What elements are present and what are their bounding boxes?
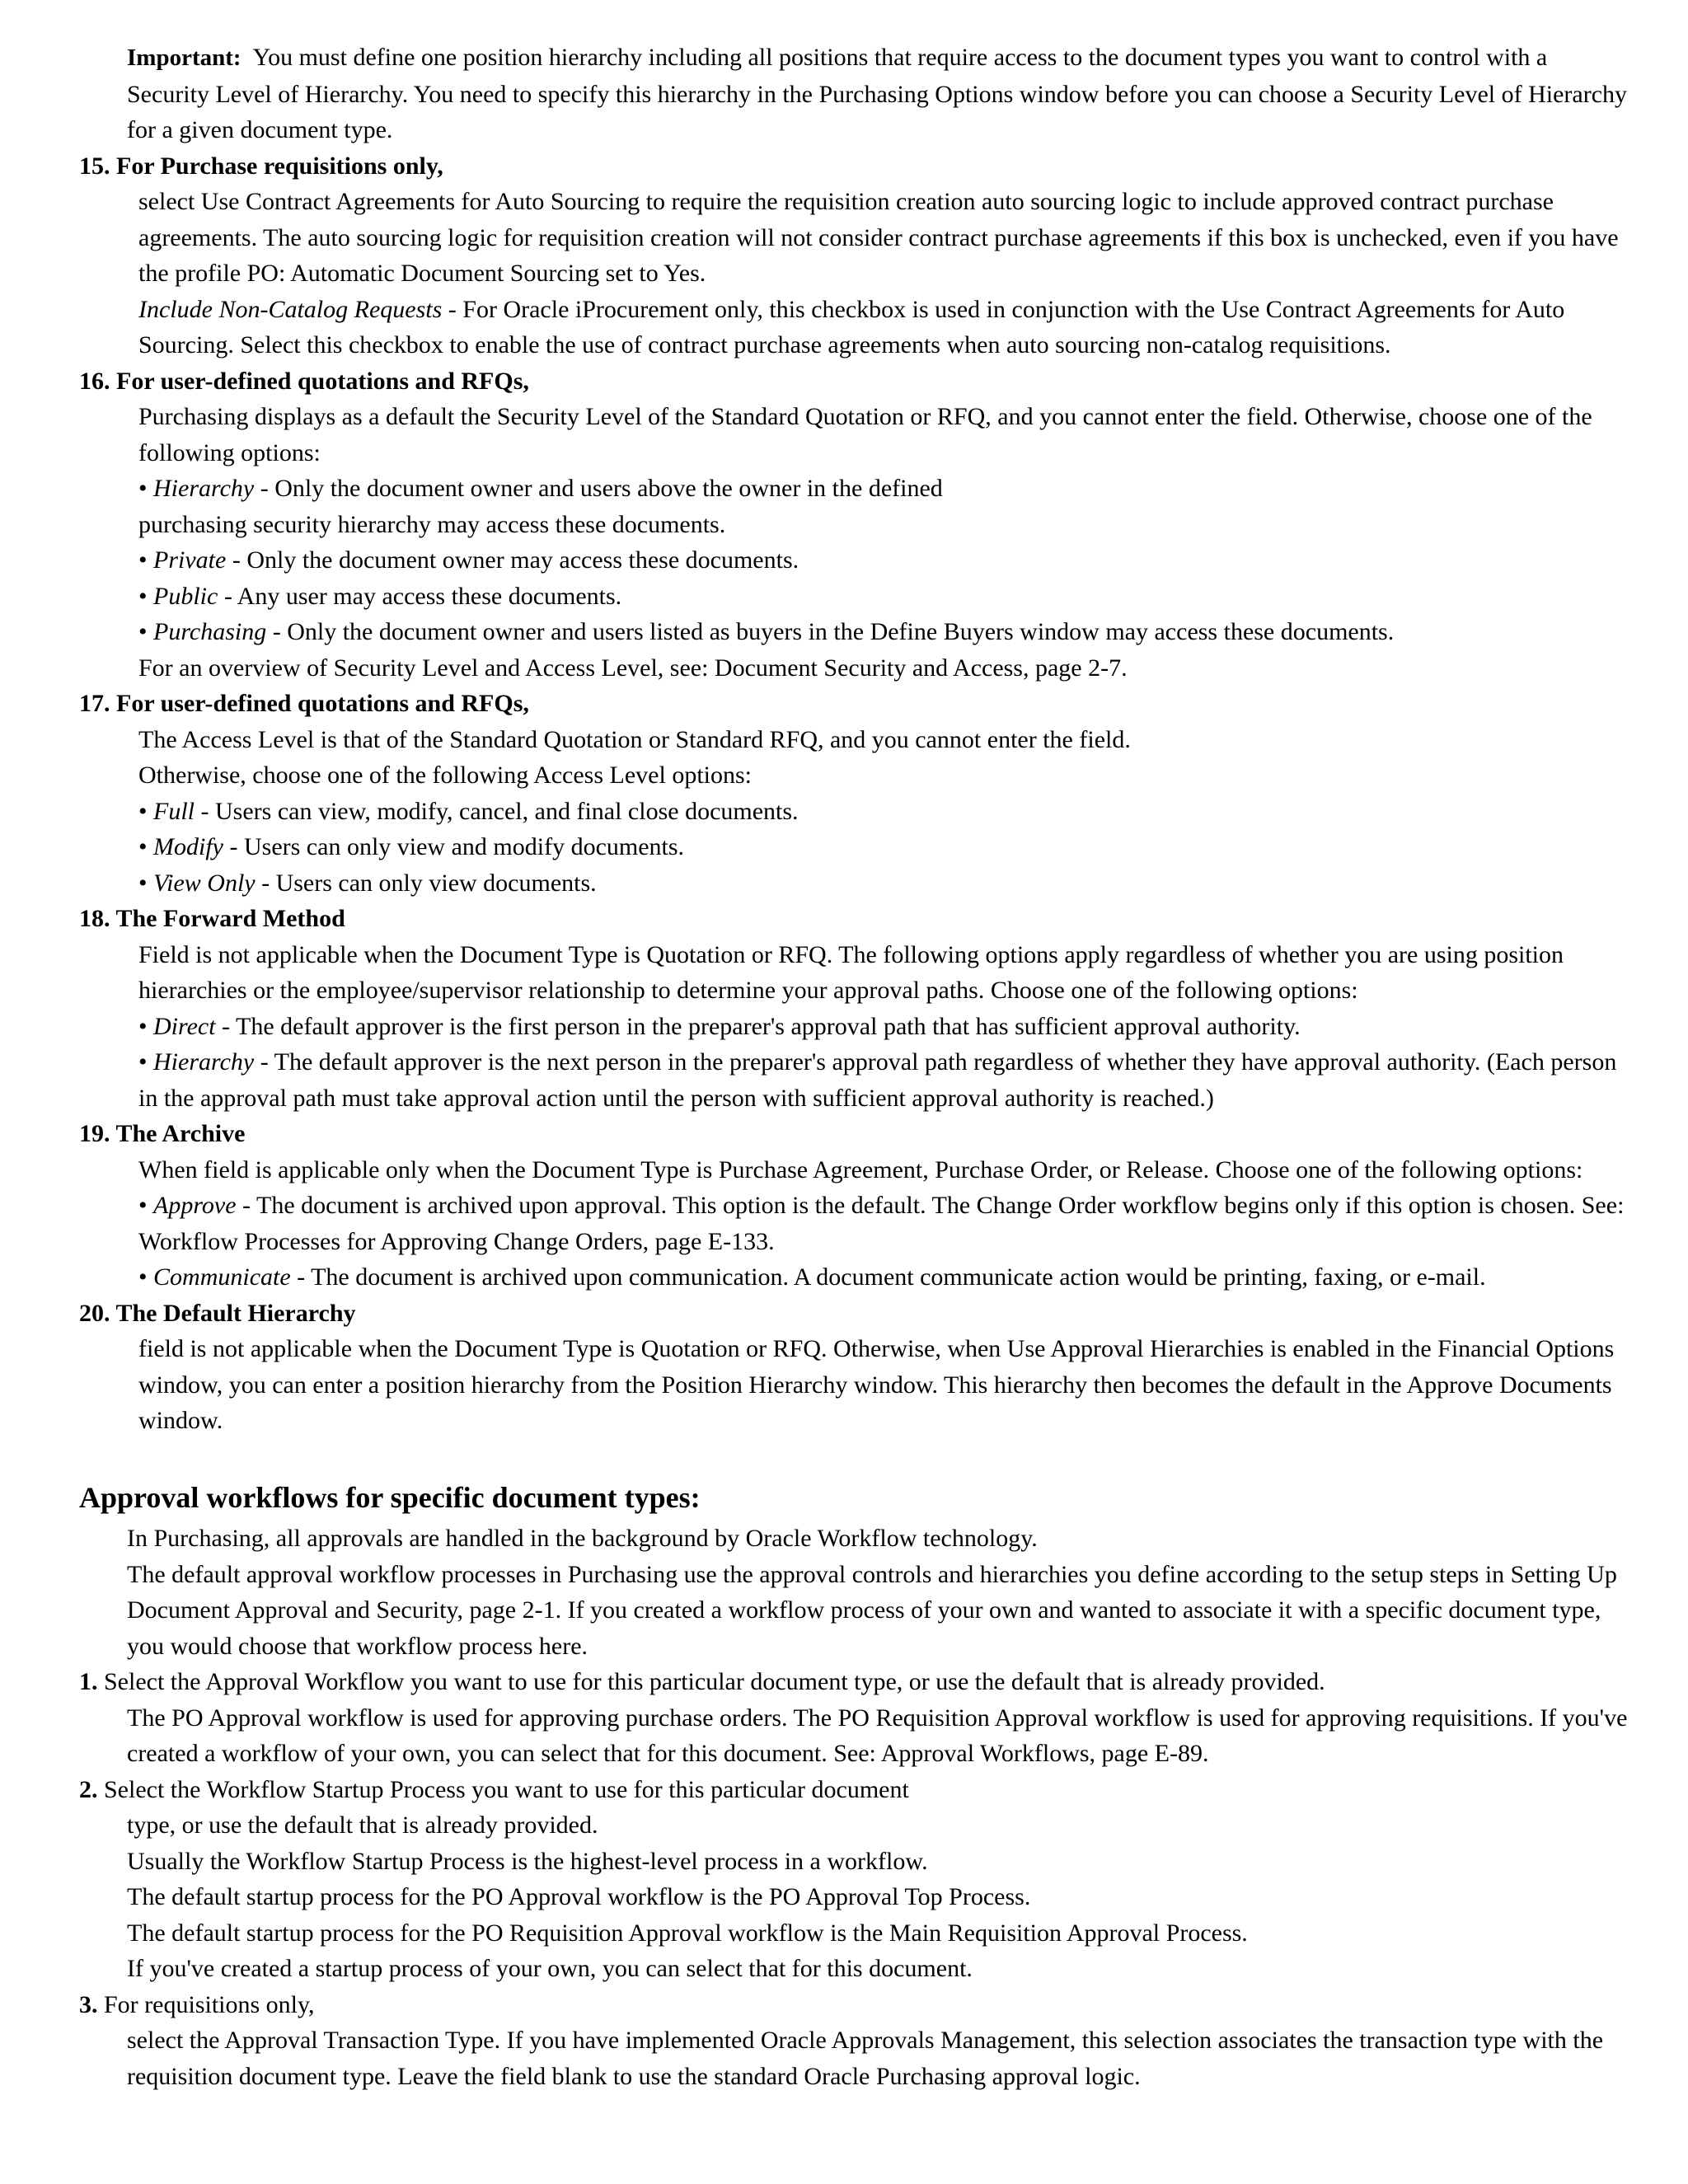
workflow-item-2-paragraph-1: type, or use the default that is already provided. xyxy=(127,1811,598,1839)
step-16-paragraph: Purchasing displays as a default the Security Level of the Standard Quotation or RFQ, and you cannot enter the field. Otherwise, choose one of the following options: xyxy=(138,403,1592,466)
step-17-body xyxy=(79,722,1629,902)
section-paragraph-1: In Purchasing, all approvals are handled in the background by Oracle Workflow technology. xyxy=(127,1525,1038,1552)
section-intro xyxy=(79,1521,1629,1664)
step-17-paragraph-1: The Access Level is that of the Standard Quotation or Standard RFQ, and you cannot enter the field. xyxy=(138,725,1131,753)
step-17-heading: 17. For user-defined quotations and RFQs, xyxy=(79,690,529,717)
step-19-bullet-communicate: • Communicate - The document is archived upon communication. A document communicate action would be printing, faxing, or e-mail. xyxy=(138,1263,1486,1291)
step-16-bullet-hierarchy-cont: purchasing security hierarchy may access these documents. xyxy=(138,510,726,538)
step-19-paragraph: When field is applicable only when the Document Type is Purchase Agreement, Purchase Order, or Release. Choose one of the following options: xyxy=(138,1155,1583,1183)
step-19-body xyxy=(79,1152,1629,1296)
term-include-non-catalog: Include Non-Catalog Requests xyxy=(138,295,443,323)
step-19-heading: 19. The Archive xyxy=(79,1120,246,1147)
step-18-bullet-direct: • Direct - The default approver is the first person in the preparer's approval path that has sufficient approval authority. xyxy=(138,1012,1301,1040)
section-paragraph-2: The default approval workflow processes in Purchasing use the approval controls and hierarchies you define according to the setup steps in Setting Up Document Approval and Security, page 2-1. If you created a workflow process of your own and wanted to associate it with a specific document type, you would choose that workflow process here. xyxy=(127,1560,1617,1660)
workflow-item-2-paragraph-2: Usually the Workflow Startup Process is the highest-level process in a workflow. xyxy=(127,1847,928,1875)
step-16-heading: 16. For user-defined quotations and RFQs, xyxy=(79,367,529,395)
section-title: Approval workflows for specific document types: xyxy=(79,1480,701,1514)
workflow-item-2-paragraph-3: The default startup process for the PO Approval workflow is the PO Approval Top Process. xyxy=(127,1883,1031,1910)
step-18-heading: 18. The Forward Method xyxy=(79,905,345,932)
workflow-item-3-body xyxy=(79,2022,1629,2094)
step-17-bullet-view-only: • View Only - Users can only view documents. xyxy=(138,869,597,897)
important-label: Important: xyxy=(127,45,241,71)
step-15-non-catalog: Include Non-Catalog Requests - For Oracle iProcurement only, this checkbox is used in conjunction with the Use Contract Agreements for Auto Sourcing. Select this checkbox to enable the use of contract purchase agreements when auto sourcing non-catalog requisitions. xyxy=(138,295,1565,359)
workflow-item-2-paragraph-5: If you've created a startup process of your own, you can select that for this document. xyxy=(127,1955,973,1982)
workflow-item-1-paragraph: The PO Approval workflow is used for approving purchase orders. The PO Requisition Approval workflow is used for approving requisitions. If you've created a workflow of your own, you can select that for this document. See: Approval Workflows, page E-89. xyxy=(127,1704,1628,1767)
step-16-body xyxy=(79,399,1629,686)
step-18-bullet-hierarchy: • Hierarchy - The default approver is the next person in the preparer's approval path regardless of whether they have approval authority. (Each person in the approval path must take approval action until the person with sufficient approval authority is reached.) xyxy=(138,1048,1617,1112)
workflow-item-1: 1. Select the Approval Workflow you want to use for this particular document type, or use the default that is already provided. xyxy=(79,1668,1325,1695)
step-20-paragraph: field is not applicable when the Document Type is Quotation or RFQ. Otherwise, when Use Approval Hierarchies is enabled in the Financial Options window, you can enter a position hierarchy from the Position Hierarchy window. This hierarchy then becomes the default in the Approve Documents window. xyxy=(138,1335,1615,1434)
important-text: You must define one position hierarchy including all positions that require access to the document types you want to control with a Security Level of Hierarchy. You need to specify this hierarchy in the Purchasing Options window before you can choose a Security Level of Hierarchy for a given document type. xyxy=(127,44,1628,143)
step-20-heading: 20. The Default Hierarchy xyxy=(79,1299,356,1327)
step-15-heading: 15. For Purchase requisitions only, xyxy=(79,152,443,180)
step-18-paragraph: Field is not applicable when the Document Type is Quotation or RFQ. The following options apply regardless of whether you are using position hierarchies or the employee/supervisor relationship to determine your approval paths. Choose one of the following options: xyxy=(138,940,1564,1004)
workflow-item-3: 3. For requisitions only, xyxy=(79,1990,315,2018)
important-note xyxy=(79,40,1629,148)
workflow-item-3-paragraph: select the Approval Transaction Type. If you have implemented Oracle Approvals Management, this selection associates the transaction type with the requisition document type. Leave the field blank to use the standard Oracle Purchasing approval logic. xyxy=(127,2027,1604,2090)
step-16-bullet-hierarchy: • Hierarchy - Only the document owner and users above the owner in the defined xyxy=(138,475,943,502)
step-20-body xyxy=(79,1331,1629,1439)
step-17-bullet-full: • Full - Users can view, modify, cancel, and final close documents. xyxy=(138,797,799,825)
workflow-item-1-body xyxy=(79,1700,1629,1772)
workflow-item-2: 2. Select the Workflow Startup Process you want to use for this particular document xyxy=(79,1775,909,1803)
step-18-body xyxy=(79,937,1629,1117)
step-16-bullet-private: • Private - Only the document owner may access these documents. xyxy=(138,546,799,574)
step-16-bullet-public: • Public - Any user may access these documents. xyxy=(138,582,622,610)
workflow-item-2-body xyxy=(79,1807,1629,1987)
step-15-body xyxy=(79,184,1629,363)
step-15-paragraph: select Use Contract Agreements for Auto Sourcing to require the requisition creation auto sourcing logic to include approved contract purchase agreements. The auto sourcing logic for requisition creation will not consider contract purchase agreements if this box is unchecked, even if you have the profile PO: Automatic Document Sourcing set to Yes. xyxy=(138,188,1619,287)
step-19-bullet-approve: • Approve - The document is archived upon approval. This option is the default. The Change Order workflow begins only if this option is chosen. See: Workflow Processes for Approving Change Orders, page E-133. xyxy=(138,1192,1625,1255)
step-16-overview: For an overview of Security Level and Access Level, see: Document Security and Access, page 2-7. xyxy=(138,654,1128,682)
step-16-bullet-purchasing: • Purchasing - Only the document owner and users listed as buyers in the Define Buyers window may access these documents. xyxy=(138,618,1395,645)
workflow-item-2-paragraph-4: The default startup process for the PO Requisition Approval workflow is the Main Requisition Approval Process. xyxy=(127,1919,1248,1947)
step-17-paragraph-2: Otherwise, choose one of the following Access Level options: xyxy=(138,762,752,789)
step-17-bullet-modify: • Modify - Users can only view and modify documents. xyxy=(138,833,685,860)
